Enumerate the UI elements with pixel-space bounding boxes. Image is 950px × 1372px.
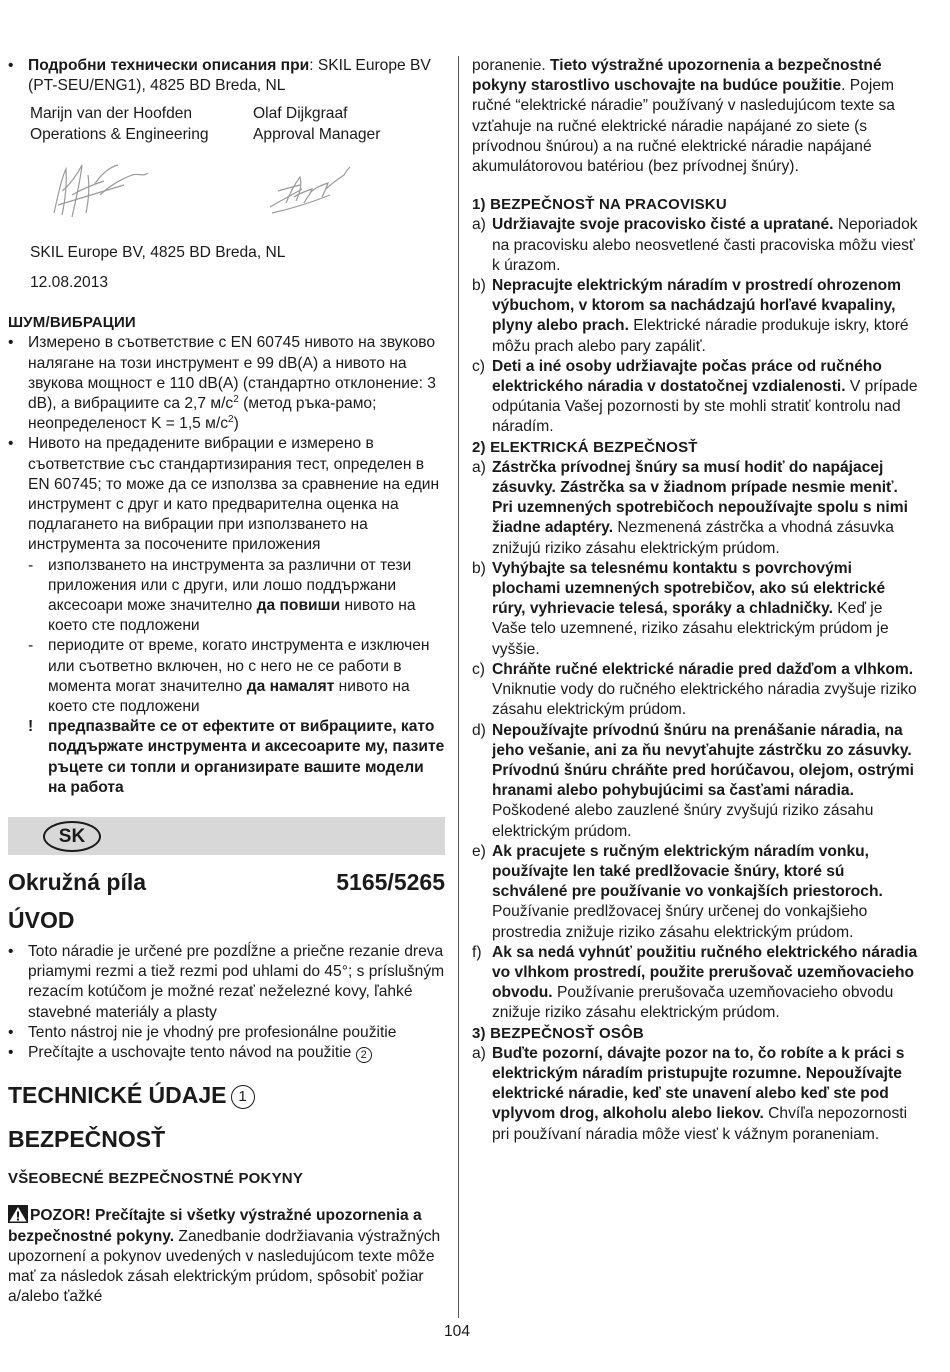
cont-text-b: . Pojem ručné “elektrické náradie” používaný v nasledujúcom texte sa vzťahuje na ručné elektrické náradie napájané zo siete (s prívodnou šnúrou) a na ručné elektrické náradie napájané akumulátorovou batériou (bez prívodnej šnúry). [472,77,895,176]
s3a-text: Chvíľa nepozornosti pri používaní náradia môže viesť k vážnym poraneniam. [492,1105,908,1143]
signature-1-image [48,155,158,225]
item-marker: d) [472,721,486,739]
item-marker: b) [472,559,486,577]
bullet-marker: • [8,57,14,74]
s2c-text: Vniknutie vody do ručného elektrického náradia zvyšuje riziko zásahu elektrickým prúdom. [492,681,917,719]
warning-bold: POZOR! Prečítajte si všetky výstražné upozornenia a bezpečnostné pokyny. [8,1207,422,1245]
figure-ref-2: 2 [356,1047,372,1063]
bullet-marker: • [8,943,14,960]
s2-item-d [472,721,920,842]
signatory-2-title: Approval Manager [253,125,381,143]
noise-bullet-2 [8,434,446,555]
warning-paragraph [8,1205,446,1307]
figure-ref-1: 1 [231,1085,255,1109]
s2e-text: Používanie predlžovacej šnúry určenej do vonkajšieho prostredia znižuje riziko zásahu elektrickým prúdom. [492,903,868,941]
warning-icon [8,1205,28,1223]
product-title-row [8,868,445,896]
s1c-bold: Deti a iné osoby udržiavajte počas práce od ručného elektrického náradia v dostatočnej vzdialenosti. [492,357,882,396]
signatures [8,151,446,229]
dash-text-2b: нивото на което сте подложени [48,677,410,716]
bullet-marker: • [8,1023,14,1041]
signature-2-image [266,163,356,219]
noise-bullet-1 [8,333,446,434]
dash-text-1a: използването на инструмента за различни от тези приложения или с други, или лошо поддържани аксесоари може значително [48,556,412,615]
spec-bullet [8,56,446,96]
s2c-bold: Chráňte ručné elektrické náradie pred dažďom a vlhkom. [492,660,914,678]
item-marker: f) [472,943,482,961]
tech-heading-text: TECHNICKÉ ÚDAJE [8,1082,227,1109]
warning-text: Zanedbanie dodržiavania výstražných upozornení a pokynov uvedených v nasledujúcom texte môže mať za následok zásah elektrickým prúdom, spôsobiť požiar a/alebo ťažké [8,1227,441,1306]
superscript: 2 [228,414,234,426]
s3a-bold: Buďte pozorní, dávajte pozor na to, čo robíte a k práci s elektrickým náradím pristupujte rozumne. Nepoužívajte elektrické náradie, keď ste unavení alebo keď ste pod vplyvom drog, alkoholu alebo liekov. [492,1044,905,1123]
signatory-1-name: Marijn van der Hoofden [30,105,193,123]
exclamation-marker: ! [28,718,34,736]
s3-item-a [472,1044,920,1145]
section-2-heading: 2) ELEKTRICKÁ BEZPEČNOSŤ [472,438,698,456]
s2f-text: Používanie prerušovača uzemňovacieho obvodu znižuje riziko zásahu elektrickým prúdom. [492,984,894,1022]
s2-item-f [472,943,920,1024]
intro-bullet-3 [8,1043,446,1063]
left-column [8,56,446,798]
item-marker: c) [472,357,485,375]
vibration-text: Нивото на предадените вибрации е измерено в съответствие със стандартизирания тест, определен в EN 60745; то може да се използва за сравнение на един инструмент с друг и като предварителна оценка на подлагането на вибрации при използването на инструмента за посочените приложения [28,435,440,554]
bullet-marker: • [8,435,14,453]
s2-item-b [472,559,920,660]
dash-marker: - [28,556,34,574]
s1-item-b [472,276,920,357]
s1a-text: Neporiadok na pracovisku alebo neosvetlené časti pracoviska môžu viesť k úrazom. [492,216,918,274]
intro-text-2: Tento nástroj nie je vhodný pre profesionálne použitie [28,1023,397,1041]
product-title: Okružná píla [8,869,147,895]
signatory-1-title: Operations & Engineering [30,125,209,143]
dash-item-2 [8,636,446,717]
intro-text-1: Toto náradie je určené pre pozdĺžne a priečne rezanie dreva priamymi rezmi a tiež rezmi pod uhlami do 45°; s príslušným rezacím kotúčom je možné rezať neželezné kovy, ľahké stavebné materiály a plasty [28,943,445,1021]
column-divider [458,56,459,1318]
intro-bullet-2 [8,1023,446,1043]
signatories [30,104,446,144]
noise-text-2: (метод ръка-рамо; неопределеност K = 1,5 м/с [28,395,377,433]
section-1-heading: 1) BEZPEČNOSŤ NA PRACOVISKU [472,196,727,214]
s2-item-a [472,458,920,559]
s1b-text: Elektrické náradie produkuje iskry, ktoré môžu prach alebo pary zapáliť. [492,317,909,355]
left-column-lower [8,906,446,1307]
dash-text-2-bold: да намалят [246,677,335,695]
product-model: 5165/5265 [336,869,445,895]
superscript: 2 [233,393,239,405]
declaration-date: 12.08.2013 [30,274,109,292]
cont-text-a: poranenie. [472,57,551,74]
item-marker: a) [472,216,486,234]
language-bar [8,817,445,855]
s2a-text: Nezmenená zástrčka a vhodná zásuvka znižujú riziko zásahu elektrickým prúdom. [492,519,894,557]
s2a-bold: Zástrčka prívodnej šnúry sa musí hodiť do napájacej zásuvky. Zástrčka sa v žiadnom prípade nesmie meniť. Pri uzemnených spotrebičoch nepoužívajte spolu s nimi žiadne adaptéry. [492,458,908,537]
item-marker: a) [472,458,486,476]
excl-text: предпазвайте се от ефектите от вибрациите, като поддържате инструмента и аксесоарите му, пазите ръцете си топли и организирате вашите модели на работа [48,718,445,796]
s2-item-c [472,660,920,721]
spec-address: : SKIL Europe BV (PT-SEU/ENG1), 4825 BD Breda, NL [28,57,431,95]
excl-item [8,717,446,798]
s2b-bold: Vyhýbajte sa telesnému kontaktu s povrchovými plochami uzemnených spotrebičov, ako sú elektrické rúry, vyhrievacie telesá, sporáky a chladničky. [492,559,886,618]
dash-text-1b: нивото на което сте подложени [48,597,416,635]
intro-text-3: Prečítajte a uschovajte tento návod na použitie [28,1044,352,1062]
signatory-2 [253,104,476,144]
right-column [472,56,920,1145]
s2f-bold: Ak sa nedá vyhnúť použitiu ručného elektrického náradia vo vlhkom prostredí, použite prerušovač uzemňovacieho obvodu. [492,943,918,1002]
bullet-marker: • [8,334,14,352]
item-marker: a) [472,1044,486,1062]
item-marker: c) [472,660,485,678]
s2e-bold: Ak pracujete s ručným elektrickým náradím vonku, používajte len také predlžovacie šnúry, ktoré sú schválené pre používanie vo vonkajších priestoroch. [492,842,883,901]
company-address: SKIL Europe BV, 4825 BD Breda, NL [30,243,286,261]
intro-bullet-1 [8,942,446,1023]
spec-label: Подробни технически описания при [28,57,310,74]
noise-heading: ШУМ/ВИБРАЦИИ [8,314,136,332]
s2d-bold: Nepoužívajte prívodnú šnúru na prenášanie náradia, na jeho vešanie, ani za ňu nevyťahujte zástrčku zo zásuvky. Prívodnú šnúru chráňte pred horúčavou, olejom, ostrými hranami alebo pohybujúcimi sa časťami náradia. [492,721,914,800]
intro-heading: ÚVOD [8,907,75,933]
s1-item-a [472,215,920,276]
s1a-bold: Udržiavajte svoje pracovisko čisté a upratané. [492,216,834,234]
s1-item-c [472,357,920,438]
s1b-bold: Nepracujte elektrickým náradím v prostredí ohrozenom výbuchom, v ktorom sa nachádzajú horľavé kvapaliny, plyny alebo prach. [492,277,902,335]
general-safety-heading: VŠEOBECNÉ BEZPEČNOSTNÉ POKYNY [8,1170,304,1188]
page-number: 104 [444,1323,471,1340]
dash-text-1-bold: да повиши [256,597,341,615]
language-code-badge: SK [43,821,101,852]
s2d-text: Poškodené alebo zauzlené šnúry zvyšujú riziko zásahu elektrickým prúdom. [492,802,874,840]
continued-paragraph [472,56,920,177]
dash-text-2a: периодите от време, когато инструмента е изключен или съответно включен, но с него не се работи в момента могат значително [48,637,430,695]
s1c-text: V prípade odpútania Vašej pozornosti by ste mohli stratiť kontrolu nad náradím. [492,378,918,436]
s2b-text: Keď je Vaše telo uzemnené, riziko zásahu elektrickým prúdom je vyššie. [492,600,889,658]
safety-heading: BEZPEČNOSŤ [8,1126,166,1153]
tech-heading [8,1081,446,1109]
bullet-marker: • [8,1044,14,1062]
dash-marker: - [28,637,34,655]
signatory-2-name: Olaf Dijkgraaf [253,105,348,123]
noise-text-3: ) [233,415,239,433]
cont-bold: Tieto výstražné upozornenia a bezpečnostné pokyny starostlivo uschovajte na budúce použitie [472,57,882,95]
item-marker: b) [472,277,486,295]
signatory-1 [30,104,253,144]
s2-item-e [472,842,920,943]
item-marker: e) [472,842,486,860]
section-3-heading: 3) BEZPEČNOSŤ OSÔB [472,1024,644,1042]
dash-item-1 [8,556,446,637]
noise-text-1: Измерено в съответствие с EN 60745 нивото на звуково налягане на този инструмент е 99 dB(A) а нивото на звукова мощност е 110 dB(A) (стандартно отклонение: 3 dB), а вибрациите са 2,7 м/с [28,334,436,413]
